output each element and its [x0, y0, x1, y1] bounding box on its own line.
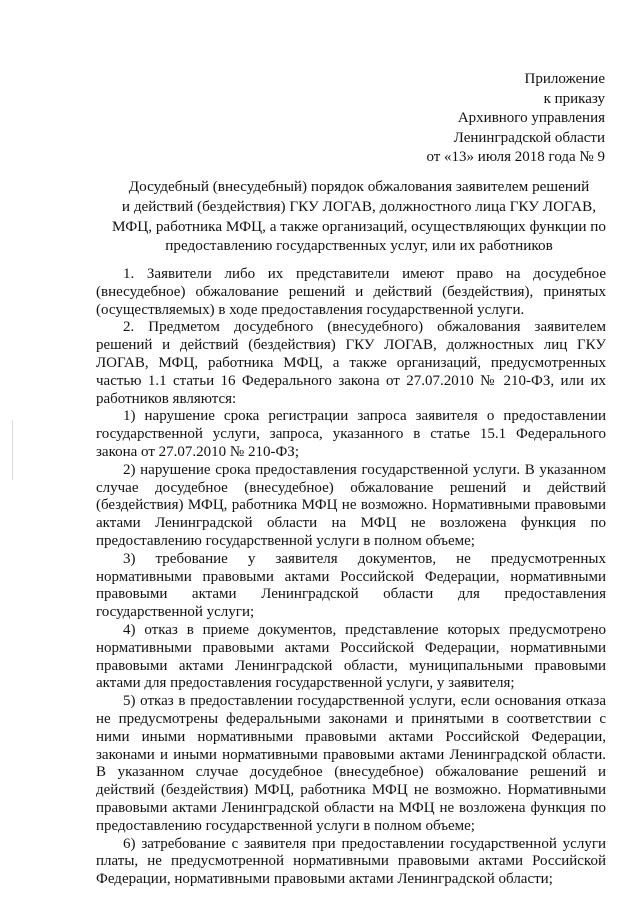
appendix-line: Приложение	[524, 71, 605, 87]
list-item-3: 3) требование у заявителя документов, не предусмотренных нормативными правовыми актами Российской Федерации, нормативными правовыми актами Ленинградской области для предоставления государственной услуги;	[96, 550, 606, 621]
scan-margin-mark	[12, 420, 13, 480]
list-item-5: 5) отказ в предоставлении государственной услуги, если основания отказа не предусмотрены федеральными законами и принятыми в соответствии с ними иными нормативными правовыми актами Российской Федерации, законами и иными нормативными правовыми актами Ленинградской области. В указанном случае досудебное (внесудебное) обжалование решений и действий (бездействия) МФЦ, работника МФЦ не возможно. Нормативными правовыми актами Ленинградской области на МФЦ не возложена функция по предоставлению государственной услуги в полном объеме;	[96, 693, 606, 834]
appendix-header	[426, 70, 605, 168]
list-item-6: 6) затребование с заявителя при предоставлении государственной услуги платы, не предусмотренной нормативными правовыми актами Российской Федерации, нормативными правовыми актами Ленинградской области;	[96, 835, 606, 888]
appendix-line: от «13» июля 2018 года № 9	[426, 149, 605, 165]
document-title	[96, 177, 622, 256]
title-line: и действий (бездействия) ГКУ ЛОГАВ, должностного лица ГКУ ЛОГАВ,	[121, 197, 597, 215]
paragraph-2: 2. Предметом досудебного (внесудебного) обжалования заявителем решений и действий (бездействия) ГКУ ЛОГАВ, должностных лиц ГКУ ЛОГАВ, МФЦ, работника МФЦ, а также организаций, предусмотренных частью 1.1 статьи 16 Федерального закона от 27.07.2010 № 210-ФЗ, или их работников являются:	[96, 319, 606, 407]
title-line: предоставлению государственных услуг, или их работников	[165, 237, 553, 255]
appendix-line: Архивного управления	[457, 110, 605, 126]
appendix-line: Ленинградской области	[453, 129, 605, 146]
list-item-2: 2) нарушение срока предоставления государственной услуги. В указанном случае досудебное (внесудебное) обжалование решений и действий (бездействия) МФЦ, работника МФЦ не возможно. Нормативными правовыми актами Ленинградской области на МФЦ не возложена функция по предоставлению государственной услуги в полном объеме;	[96, 461, 606, 549]
appendix-line: к приказу	[543, 90, 605, 107]
paragraph-1: 1. Заявители либо их представители имеют право на досудебное (внесудебное) обжалование решений и действий (бездействия), принятых (осуществляемых) в ходе предоставления государственной услуги.	[96, 266, 606, 318]
title-line: Досудебный (внесудебный) порядок обжалования заявителем решений	[128, 178, 590, 195]
list-item-1: 1) нарушение срока регистрации запроса заявителя о предоставлении государственной услуги, запроса, указанного в статье 15.1 Федерального закона от 27.07.2010 № 210-ФЗ;	[96, 408, 606, 460]
title-line: МФЦ, работника МФЦ, а также организаций, осуществляющих функции по	[111, 217, 607, 235]
document-body	[96, 266, 606, 889]
list-item-4: 4) отказ в приеме документов, представление которых предусмотрено нормативными правовыми актами Российской Федерации, нормативными правовыми актами Ленинградской области, муниципальными правовыми актами для предоставления государственной услуги, у заявителя;	[96, 621, 606, 692]
